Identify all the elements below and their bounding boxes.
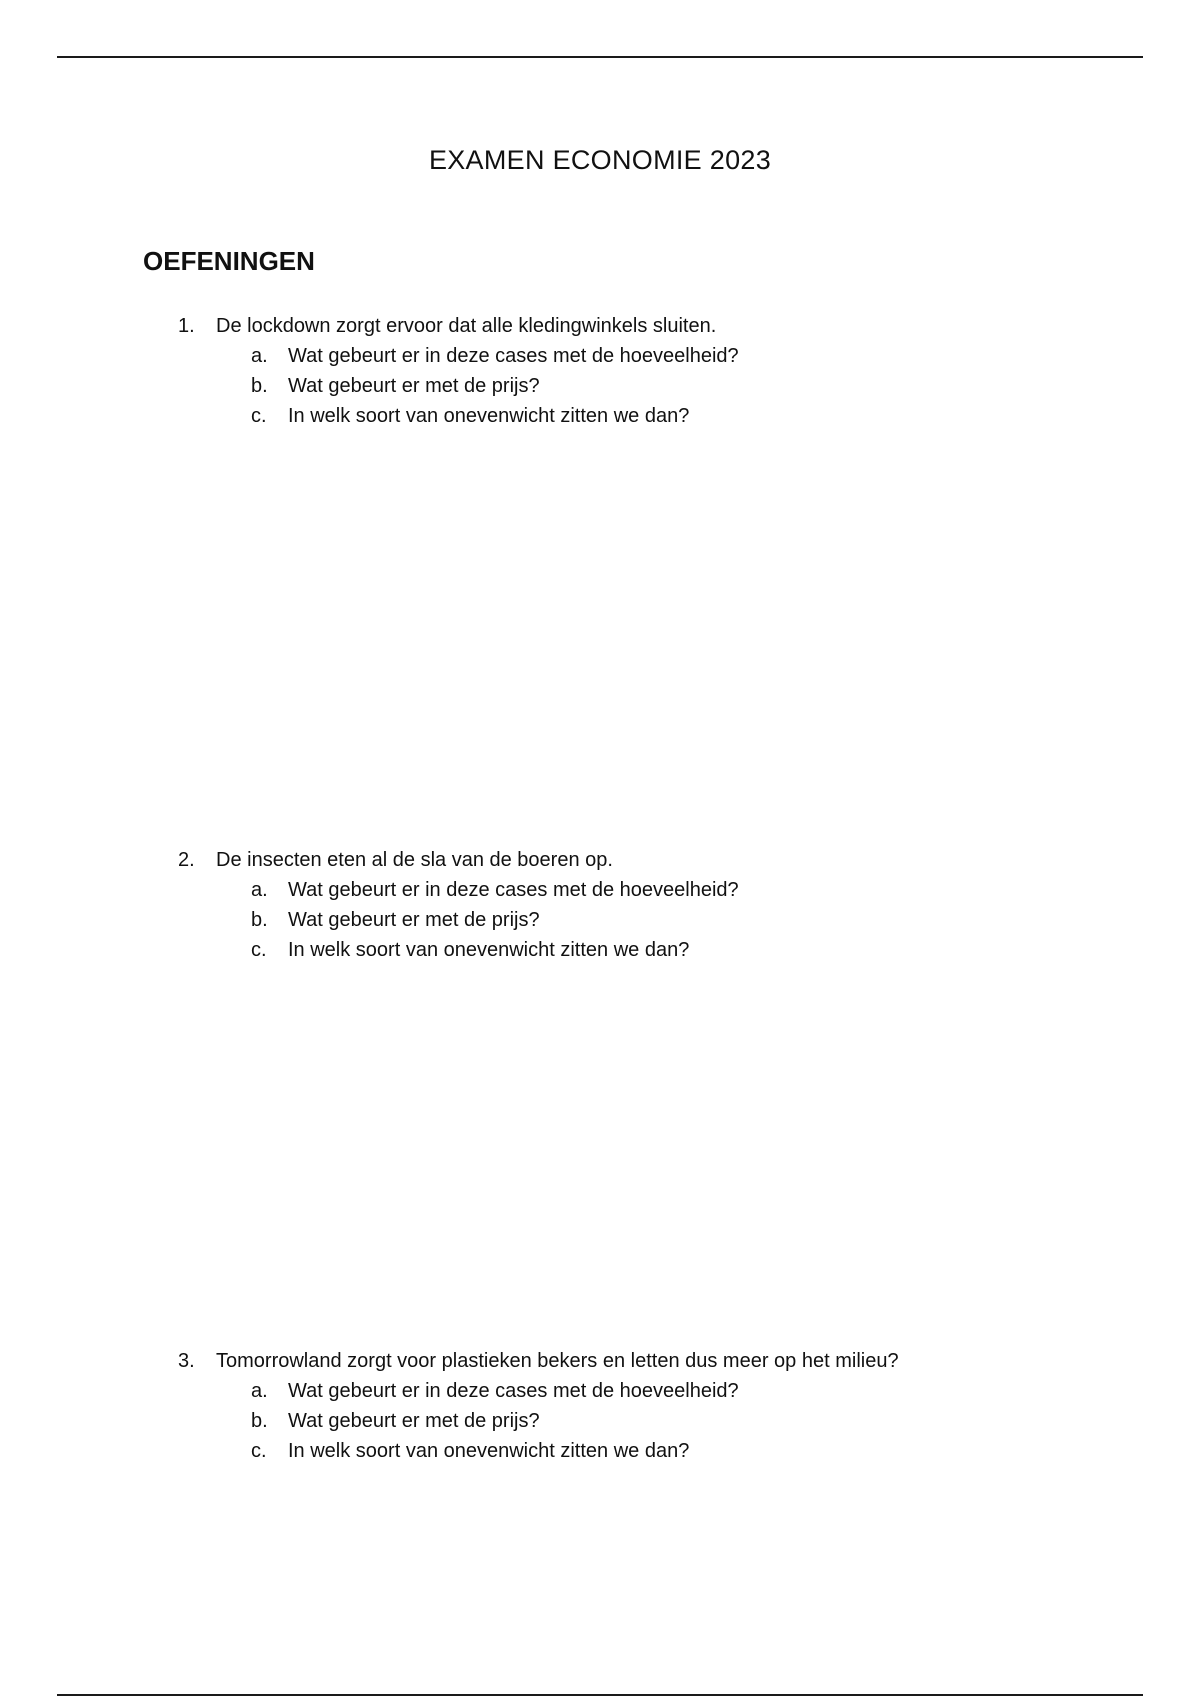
sub-question-letter: b.: [251, 909, 268, 931]
sub-question: [178, 875, 1078, 905]
sub-question: [178, 1376, 1078, 1406]
sub-question: [178, 1436, 1078, 1466]
sub-question-letter: b.: [251, 1410, 268, 1432]
question-number: 3.: [178, 1350, 195, 1372]
sub-question-letter: b.: [251, 375, 268, 397]
sub-question-text: Wat gebeurt er met de prijs?: [288, 909, 540, 931]
sub-question-letter: a.: [251, 1380, 268, 1402]
sub-question-text: In welk soort van onevenwicht zitten we dan?: [288, 939, 690, 961]
question-number: 1.: [178, 315, 195, 337]
sub-question-letter: a.: [251, 879, 268, 901]
sub-question-letter: c.: [251, 939, 267, 961]
bottom-rule: [57, 1694, 1143, 1696]
sub-question: [178, 935, 1078, 965]
sub-question: [178, 401, 1078, 431]
sub-question: [178, 905, 1078, 935]
sub-question: [178, 371, 1078, 401]
question-2: [178, 845, 1078, 965]
question-line: [178, 845, 1078, 875]
section-heading: OEFENINGEN: [143, 246, 315, 276]
question-text: Tomorrowland zorgt voor plastieken bekers en letten dus meer op het milieu?: [216, 1350, 899, 1372]
question-text: De lockdown zorgt ervoor dat alle kledingwinkels sluiten.: [216, 315, 717, 337]
question-text: De insecten eten al de sla van de boeren op.: [216, 849, 613, 871]
sub-question-text: Wat gebeurt er in deze cases met de hoeveelheid?: [288, 345, 739, 367]
sub-question-text: Wat gebeurt er in deze cases met de hoeveelheid?: [288, 879, 739, 901]
sub-question-letter: c.: [251, 1440, 267, 1462]
question-3: [178, 1346, 1078, 1466]
question-1: [178, 311, 1078, 431]
sub-question: [178, 341, 1078, 371]
sub-question-text: In welk soort van onevenwicht zitten we dan?: [288, 1440, 690, 1462]
sub-question-letter: a.: [251, 345, 268, 367]
sub-question-text: Wat gebeurt er met de prijs?: [288, 375, 540, 397]
sub-question-text: In welk soort van onevenwicht zitten we dan?: [288, 405, 690, 427]
top-rule: [57, 56, 1143, 58]
sub-question-text: Wat gebeurt er in deze cases met de hoeveelheid?: [288, 1380, 739, 1402]
question-number: 2.: [178, 849, 195, 871]
sub-question: [178, 1406, 1078, 1436]
question-line: [178, 1346, 1078, 1376]
sub-question-text: Wat gebeurt er met de prijs?: [288, 1410, 540, 1432]
sub-question-letter: c.: [251, 405, 267, 427]
document-title: EXAMEN ECONOMIE 2023: [428, 145, 772, 175]
question-line: [178, 311, 1078, 341]
